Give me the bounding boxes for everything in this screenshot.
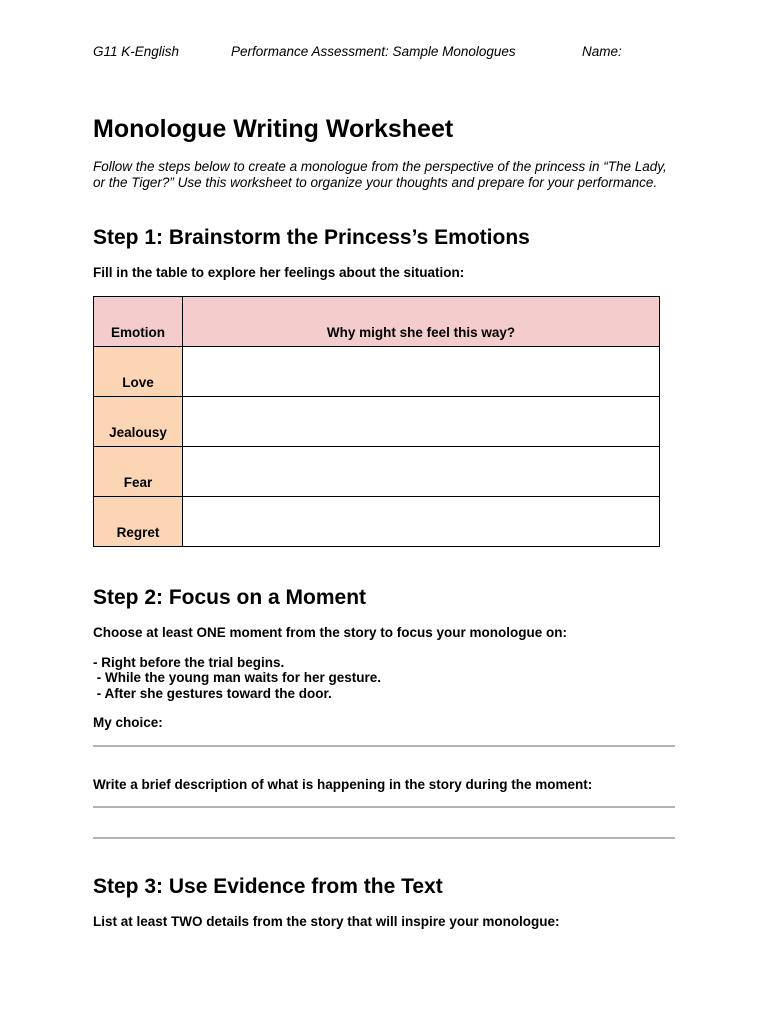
step2-heading: Step 2: Focus on a Moment [93,586,367,609]
emotion-column-header: Emotion [94,297,183,347]
description-answer-line[interactable] [93,806,675,808]
step1-heading: Step 1: Brainstorm the Princess’s Emotions [93,226,530,249]
page-header [93,44,675,62]
moment-option: - Right before the trial begins. [93,655,285,670]
table-row [94,397,660,447]
reason-cell-jealousy[interactable] [183,397,660,447]
emotion-cell-regret: Regret [94,497,183,547]
table-row [94,447,660,497]
table-header-row [94,297,660,347]
step3-instruction: List at least TWO details from the story that will inspire your monologue: [93,914,560,929]
choice-answer-line[interactable] [93,745,675,747]
table-row [94,497,660,547]
page-title: Monologue Writing Worksheet [93,115,454,143]
step2-instruction: Choose at least ONE moment from the story to focus your monologue on: [93,625,568,640]
moment-option: - After she gestures toward the door. [93,686,332,701]
table-row [94,347,660,397]
reason-cell-regret[interactable] [183,497,660,547]
reason-column-header: Why might she feel this way? [183,297,660,347]
emotions-table [93,296,660,547]
emotion-cell-love: Love [94,347,183,397]
assessment-label: Performance Assessment: Sample Monologues [231,44,516,59]
intro-text: Follow the steps below to create a monologue from the perspective of the princess in “The Lady, or the Tiger?” Use this worksheet to organize your thoughts and prepare for your performance. [93,159,667,190]
emotion-cell-jealousy: Jealousy [94,397,183,447]
moment-option: - While the young man waits for her gesture. [93,670,382,685]
step1-instruction: Fill in the table to explore her feelings about the situation: [93,265,465,280]
description-answer-line[interactable] [93,837,675,839]
description-prompt: Write a brief description of what is happening in the story during the moment: [93,777,593,792]
name-label: Name: [582,44,622,59]
reason-cell-fear[interactable] [183,447,660,497]
reason-cell-love[interactable] [183,347,660,397]
course-label: G11 K-English [93,44,180,59]
choice-label: My choice: [93,715,163,730]
emotion-cell-fear: Fear [94,447,183,497]
step3-heading: Step 3: Use Evidence from the Text [93,875,443,898]
